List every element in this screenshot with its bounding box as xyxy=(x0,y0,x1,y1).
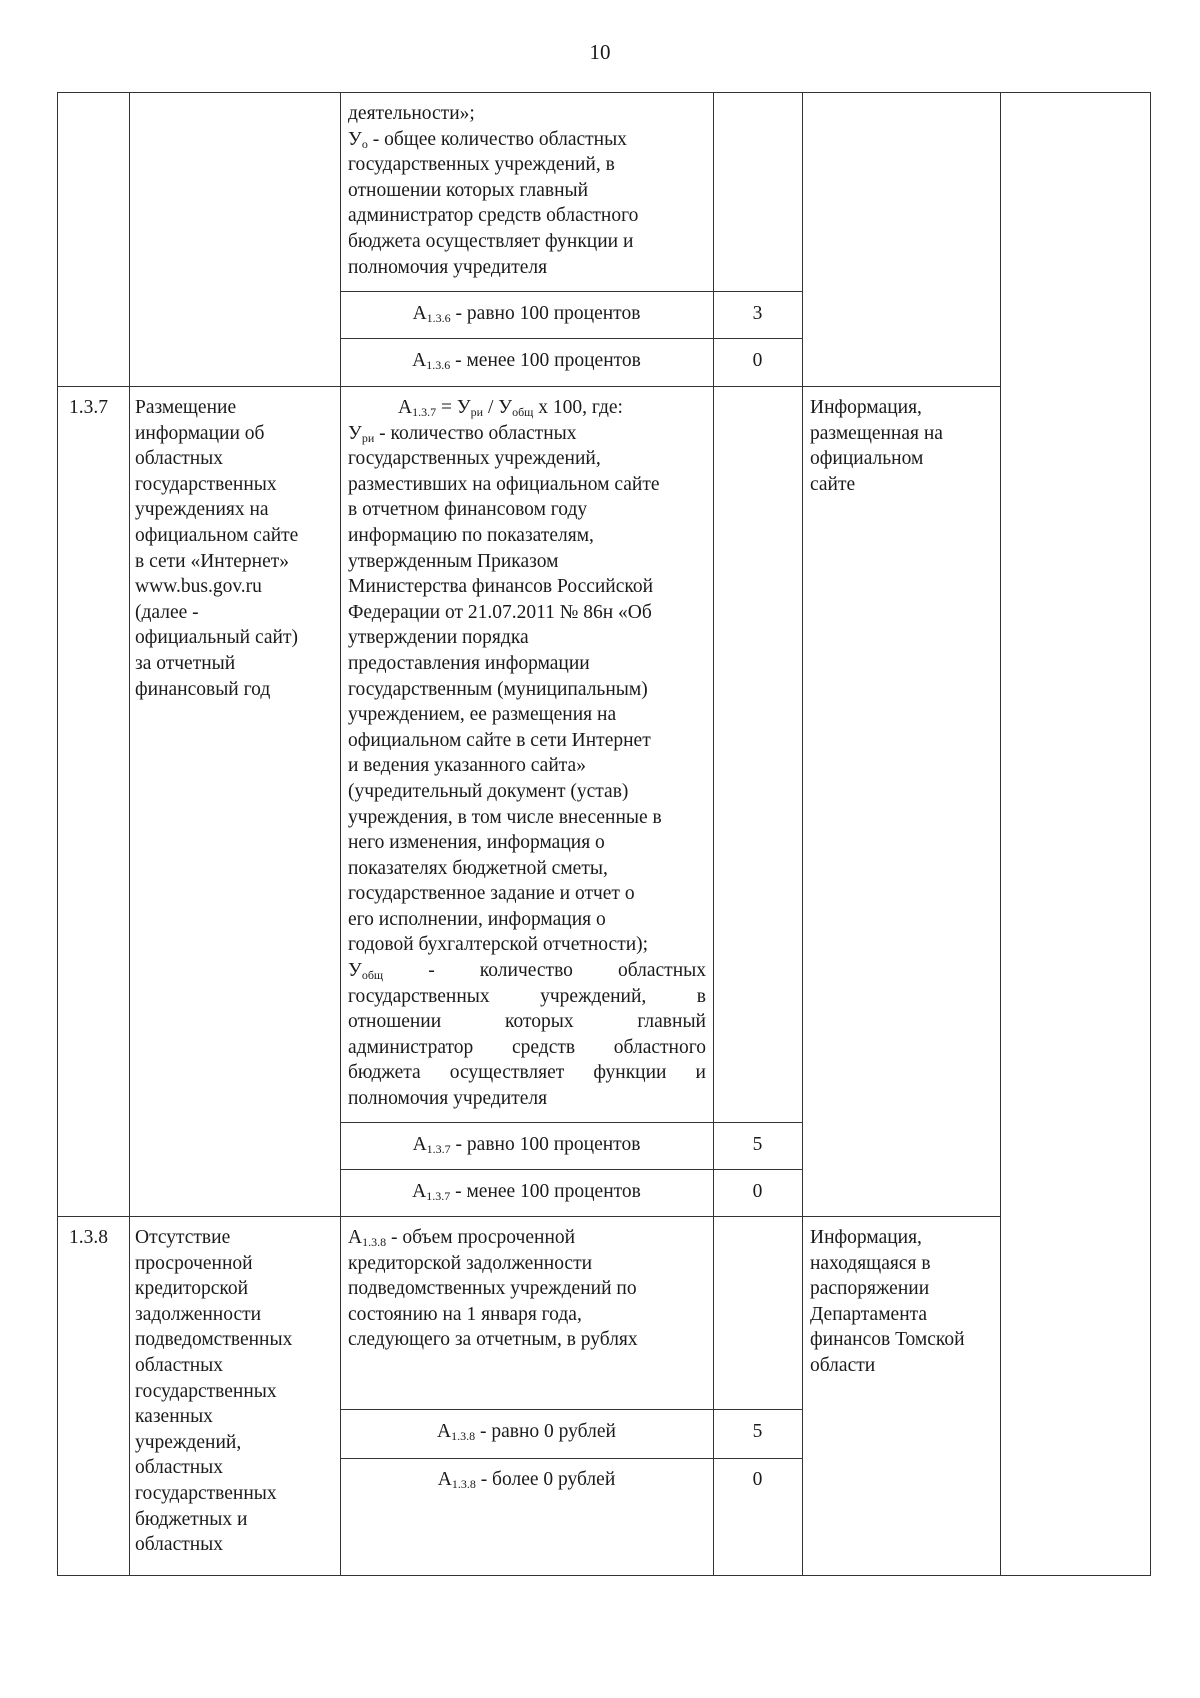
variable-subscript: ри xyxy=(470,405,484,419)
text-line xyxy=(348,1009,706,1035)
text-line: официальном сайте xyxy=(135,524,299,546)
text-line: в отчетном финансовом году xyxy=(348,499,588,521)
text-line: предоставления информации xyxy=(348,652,590,674)
text-line: государственных учреждений, в xyxy=(348,154,615,176)
text-fragment: общее количество областных xyxy=(384,128,627,150)
text-line: разместивших на официальном сайте xyxy=(348,473,660,495)
text-line: подведомственных xyxy=(135,1329,293,1351)
condition-text xyxy=(340,1419,713,1445)
text-line: распоряжении xyxy=(810,1278,930,1300)
text-line: Отсутствие xyxy=(135,1227,231,1248)
text-fragment: функции xyxy=(593,1062,667,1084)
text-line: за отчетный xyxy=(135,652,236,674)
variable: А xyxy=(437,1469,452,1490)
variable-subscript: общ xyxy=(512,405,534,419)
variable: У xyxy=(348,128,362,150)
condition-label: - равно 0 рублей xyxy=(475,1421,616,1442)
condition-label: - менее 100 процентов xyxy=(450,1181,641,1202)
text-line: Министерства финансов Российской xyxy=(348,576,654,598)
criterion-name xyxy=(135,395,335,702)
text-line: официальном сайте в сети Интернет xyxy=(348,729,651,751)
score-value: 5 xyxy=(752,1134,763,1155)
score-value: 0 xyxy=(752,1469,763,1490)
page-number: 10 xyxy=(589,40,611,64)
variable-subscript: 1.3.7 xyxy=(426,1142,451,1156)
text-line: информацию по показателям, xyxy=(348,524,594,546)
text-line: годовой бухгалтерской отчетности); xyxy=(348,934,649,956)
text-line xyxy=(348,1035,706,1061)
variable: А xyxy=(412,1134,427,1155)
text-fragment: осуществляет xyxy=(449,1062,565,1084)
text-line: учреждением, ее размещения на xyxy=(348,704,617,726)
condition-text xyxy=(340,348,713,374)
row-divider xyxy=(57,1216,1000,1217)
row-number: 1.3.8 xyxy=(69,1227,108,1248)
condition-label: - более 0 рублей xyxy=(475,1469,616,1490)
criterion-name xyxy=(135,1225,335,1558)
variable-subscript: о xyxy=(361,136,368,151)
variable: А xyxy=(412,303,427,324)
row-divider xyxy=(340,1169,802,1170)
formula-description xyxy=(348,1225,706,1353)
text-fragment: бюджета xyxy=(348,1062,421,1084)
text-line: государственным (муниципальным) xyxy=(348,678,648,700)
text-line: (учредительный документ (устав) xyxy=(348,780,629,802)
row-divider xyxy=(57,386,1000,387)
text-line: официальный сайт) xyxy=(135,627,298,649)
variable-subscript: 1.3.7 xyxy=(426,1189,451,1203)
text-line: государственных xyxy=(135,1380,277,1402)
text-fragment: главный xyxy=(637,1011,706,1033)
text-line: Департамента xyxy=(810,1303,928,1325)
variable: А xyxy=(398,397,413,418)
variable-subscript: ри xyxy=(361,430,375,445)
text-fragment: областного xyxy=(613,1036,706,1058)
dash: - xyxy=(428,960,435,982)
score-value: 0 xyxy=(752,350,763,371)
text-line: финансов Томской xyxy=(810,1329,965,1351)
text-line: кредиторской задолженности xyxy=(348,1252,593,1274)
variable: А xyxy=(437,1421,452,1442)
text-line: его исполнении, информация о xyxy=(348,908,606,930)
text-line: бюджетных и xyxy=(135,1508,248,1530)
text-fragment: и xyxy=(695,1062,706,1084)
condition-text xyxy=(340,1179,713,1205)
variable: А xyxy=(412,350,427,371)
variable-subscript: 1.3.8 xyxy=(362,1235,387,1249)
text-fragment: средств xyxy=(512,1036,576,1058)
text-line: областных xyxy=(135,1457,224,1479)
score-value: 5 xyxy=(752,1421,763,1442)
text-fragment: в xyxy=(696,985,706,1007)
row-divider xyxy=(340,291,802,292)
text-line: администратор средств областного xyxy=(348,205,639,227)
text-line xyxy=(348,421,706,447)
row-divider xyxy=(340,338,802,339)
continuation-formula xyxy=(348,101,708,280)
text-line: сайте xyxy=(810,473,856,495)
dash: - xyxy=(367,128,385,150)
text-line: Информация, xyxy=(810,1227,922,1248)
text-line: государственных учреждений, xyxy=(348,448,601,470)
variable-group xyxy=(348,958,383,984)
condition-text xyxy=(340,1132,713,1158)
text-line: полномочия учредителя xyxy=(348,1088,548,1110)
information-source xyxy=(810,1225,996,1379)
condition-label: - менее 100 процентов xyxy=(450,350,641,371)
text-fragment: государственных xyxy=(348,985,490,1007)
text-line: следующего за отчетным, в рублях xyxy=(348,1329,638,1351)
text-line: показателях бюджетной сметы, xyxy=(348,857,608,879)
table-border-right xyxy=(1150,92,1151,1576)
row-divider xyxy=(340,1122,802,1123)
formula-fragment: = У xyxy=(436,397,471,418)
row-divider xyxy=(340,1409,802,1410)
text-fragment: - количество областных xyxy=(374,422,577,444)
variable: У xyxy=(348,422,362,444)
table-border-bottom xyxy=(57,1575,1151,1576)
row-divider xyxy=(340,1458,802,1459)
variable: У xyxy=(348,960,362,982)
text-line: учреждений, xyxy=(135,1431,242,1453)
text-line: в сети «Интернет» xyxy=(135,550,290,572)
text-line: учреждениях на xyxy=(135,499,269,521)
text-line xyxy=(348,984,706,1010)
column-divider xyxy=(1000,92,1001,1576)
text-line: государственных xyxy=(135,473,277,495)
variable-subscript: 1.3.8 xyxy=(451,1429,476,1443)
text-line: размещенная на xyxy=(810,422,943,444)
text-line: областных xyxy=(135,1534,224,1556)
text-line xyxy=(348,1225,706,1251)
text-line: учреждения, в том числе внесенные в xyxy=(348,806,662,828)
condition-text xyxy=(340,301,713,327)
text-line: областных xyxy=(135,1354,224,1376)
text-fragment: - объем просроченной xyxy=(386,1227,576,1248)
criteria-table xyxy=(57,92,1151,1576)
variable: А xyxy=(412,1181,427,1202)
text-line: казенных xyxy=(135,1406,213,1428)
text-line: и ведения указанного сайта» xyxy=(348,755,586,777)
text-fragment: областных xyxy=(617,960,706,982)
text-line: областных xyxy=(135,448,224,470)
text-line: Федерации от 21.07.2011 № 86н «Об xyxy=(348,601,652,623)
condition-label: - равно 100 процентов xyxy=(450,1134,641,1155)
text-line: государственное задание и отчет о xyxy=(348,883,635,905)
text-line: Информация, xyxy=(810,397,922,418)
variable-subscript: 1.3.8 xyxy=(451,1477,476,1491)
text-line: отношении которых главный xyxy=(348,179,589,201)
text-fragment: количество xyxy=(479,960,573,982)
column-divider xyxy=(129,92,130,1576)
row-number: 1.3.7 xyxy=(69,397,108,418)
text-line: утвержденным Приказом xyxy=(348,550,559,572)
information-source xyxy=(810,395,996,497)
condition-label: - равно 100 процентов xyxy=(450,303,641,324)
text-line: бюджета осуществляет функции и xyxy=(348,230,634,252)
text-line xyxy=(348,958,706,984)
text-line: государственных xyxy=(135,1482,277,1504)
formula-fragment: / У xyxy=(483,397,513,418)
text-line: Размещение xyxy=(135,397,237,418)
score-value: 0 xyxy=(752,1181,763,1202)
variable-subscript: 1.3.7 xyxy=(412,405,437,419)
score-value: 3 xyxy=(752,303,763,324)
formula-description xyxy=(348,395,706,1112)
text-fragment: отношении xyxy=(348,1011,442,1033)
text-fragment: которых xyxy=(505,1011,574,1033)
text-line: находящаяся в xyxy=(810,1252,931,1274)
variable-subscript: 1.3.6 xyxy=(426,358,451,372)
condition-text xyxy=(340,1467,713,1493)
text-line: деятельности»; xyxy=(348,103,475,124)
column-divider xyxy=(802,92,803,1576)
variable-subscript: 1.3.6 xyxy=(426,311,451,325)
text-line: состоянию на 1 января года, xyxy=(348,1303,582,1325)
text-line: утверждении порядка xyxy=(348,627,529,649)
text-line: задолженности xyxy=(135,1303,262,1325)
text-line xyxy=(348,1060,706,1086)
table-border-left xyxy=(57,92,58,1576)
table-border-top xyxy=(57,92,1151,93)
text-fragment: администратор xyxy=(348,1036,474,1058)
text-line: просроченной xyxy=(135,1252,253,1274)
text-line: него изменения, информация о xyxy=(348,832,605,854)
text-line: кредиторской xyxy=(135,1278,249,1300)
text-line: www.bus.gov.ru xyxy=(135,576,262,598)
formula-line xyxy=(348,395,706,421)
formula-fragment: х 100, где: xyxy=(533,397,623,418)
variable: А xyxy=(348,1227,363,1248)
text-line: официальном xyxy=(810,448,924,470)
text-line: (далее - xyxy=(135,601,199,623)
text-line: подведомственных учреждений по xyxy=(348,1278,637,1300)
text-line xyxy=(348,127,708,153)
text-fragment: учреждений, xyxy=(540,985,647,1007)
text-line: информации об xyxy=(135,422,265,444)
text-line: полномочия учредителя xyxy=(348,256,548,278)
text-line: финансовый год xyxy=(135,678,271,700)
variable-subscript: общ xyxy=(361,968,384,983)
text-line: области xyxy=(810,1354,876,1376)
